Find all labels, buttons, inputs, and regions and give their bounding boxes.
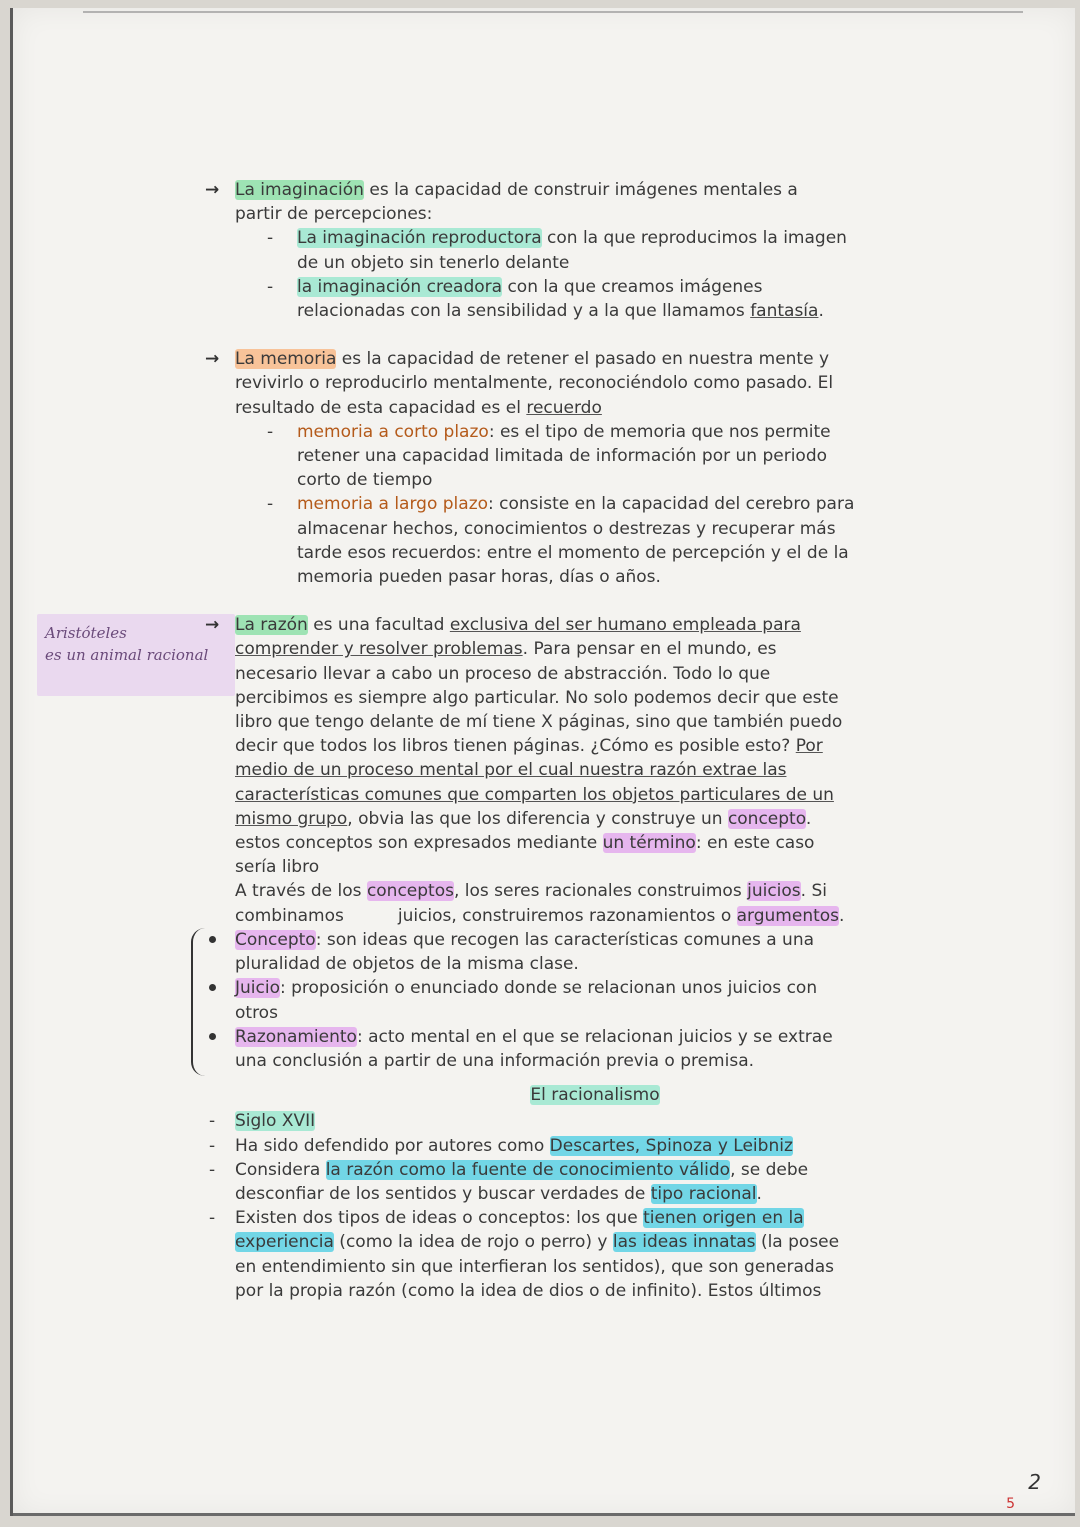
term-concepto: concepto xyxy=(727,808,806,829)
definitions-list xyxy=(205,928,955,1073)
term-recuerdo: recuerdo xyxy=(526,397,602,418)
bottom-edge-line xyxy=(13,1513,1075,1516)
notes-content xyxy=(205,178,955,1303)
term-termino: un término xyxy=(602,833,696,854)
margin-note-line-2: es un animal racional xyxy=(45,646,209,664)
sub-memoria-corto: - memoria a corto plazo: es el tipo de memoria que nos permite retener una capacidad limitada de información por un periodo corto de tiempo xyxy=(267,421,831,491)
racionalismo-list xyxy=(205,1109,955,1303)
margin-note-line-1: Aristóteles xyxy=(45,624,127,642)
section-memoria: → La memoria es la capacidad de retener el pasado en nuestra mente y revivirlo o reproducirlo mentalmente, reconociéndolo como pasado. El resultado de esta capacidad es el recuerdo xyxy=(205,349,834,418)
bullet-icon xyxy=(209,1033,216,1040)
list-item: - Siglo XVII xyxy=(209,1111,316,1132)
section-imaginacion: → La imaginación es la capacidad de construir imágenes mentales a partir de percepciones: xyxy=(205,180,798,225)
term-argumentos: argumentos xyxy=(736,905,840,926)
term-memoria-largo-plazo: memoria a largo plazo xyxy=(297,494,489,515)
term-razon: La razón xyxy=(235,615,308,636)
section-title-racionalismo: El racionalismo xyxy=(530,1085,660,1106)
list-item: Razonamiento: acto mental en el que se relacionan juicios y se extrae una conclusión a partir de una información previa o premisa. xyxy=(235,1025,955,1073)
term-conceptos: conceptos xyxy=(366,881,454,902)
term-memoria-corto-plazo: memoria a corto plazo xyxy=(297,421,489,442)
sub-imaginacion-creadora: - la imaginación creadora con la que creamos imágenes relacionadas con la sensibilidad y a la que llamamos fantasía. xyxy=(267,276,824,322)
page-number-small: 5 xyxy=(1006,1496,1015,1512)
list-item: Juicio: proposición o enunciado donde se relacionan unos juicios con otros xyxy=(235,976,955,1024)
arrow-right-icon: → xyxy=(205,349,220,370)
page-number: 2 xyxy=(1028,1470,1041,1494)
sub-memoria-largo: - memoria a largo plazo: consiste en la capacidad del cerebro para almacenar hechos, conocimientos o destrezas y recuperar más tarde esos recuerdos: entre el momento de percepción y el de la memoria pueden pasar horas, días o años. xyxy=(267,494,855,588)
term-imaginacion-creadora: la imaginación creadora xyxy=(297,276,503,297)
list-item: Concepto: son ideas que recogen las características comunes a una pluralidad de objetos de la misma clase. xyxy=(235,928,955,976)
sub-imaginacion-reproductora: - La imaginación reproductora con la que reproducimos la imagen de un objeto sin tenerlo delante xyxy=(267,228,847,273)
list-item: - Considera la razón como la fuente de conocimiento válido, se debe desconfiar de los sentidos y buscar verdades de tipo racional. xyxy=(209,1159,809,1204)
brace-mark xyxy=(191,928,209,1076)
term-juicios: juicios xyxy=(747,881,801,902)
section-razon: → La razón es una facultad exclusiva del ser humano empleada para comprender y resolver problemas. Para pensar en el mundo, es necesario llevar a cabo un proceso de abstracción. Todo lo que percibimos es siempre algo particular. No solo podemos decir que este libro que tengo delante de mí tiene X páginas, sino que también puedo decir que todos los libros tienen páginas. ¿Cómo es posible esto? Por medio de un proceso mental por el cual nuestra razón extrae las características comunes que comparten los objetos particulares de un mismo grupo, obvia las que los diferencia y construye un concepto. estos conceptos son expresados mediante un término: en este caso sería libro A través de los conceptos, los seres racionales construimos juicios. Si combinamos juicios, construiremos razonamientos o argumentos. xyxy=(205,615,845,926)
term-imaginacion: La imaginación xyxy=(235,180,364,200)
arrow-right-icon: → xyxy=(205,180,220,200)
term-imaginacion-reproductora: La imaginación reproductora xyxy=(297,228,542,249)
term-fantasia: fantasía xyxy=(750,301,819,322)
notebook-page xyxy=(10,8,1075,1516)
list-item: - Ha sido defendido por autores como Descartes, Spinoza y Leibniz xyxy=(209,1135,793,1156)
list-item: - Existen dos tipos de ideas o conceptos: los que tienen origen en la experiencia (como la idea de rojo o perro) y las ideas innatas (la posee en entendimiento sin que interfieran los sentidos), que son generadas por la propia razón (como la idea de dios o de infinito). Estos últimos xyxy=(209,1208,840,1301)
bullet-icon xyxy=(209,984,216,991)
bullet-icon xyxy=(209,936,216,943)
term-memoria: La memoria xyxy=(235,349,337,370)
top-edge-line xyxy=(83,11,1023,13)
arrow-right-icon: → xyxy=(205,615,220,636)
